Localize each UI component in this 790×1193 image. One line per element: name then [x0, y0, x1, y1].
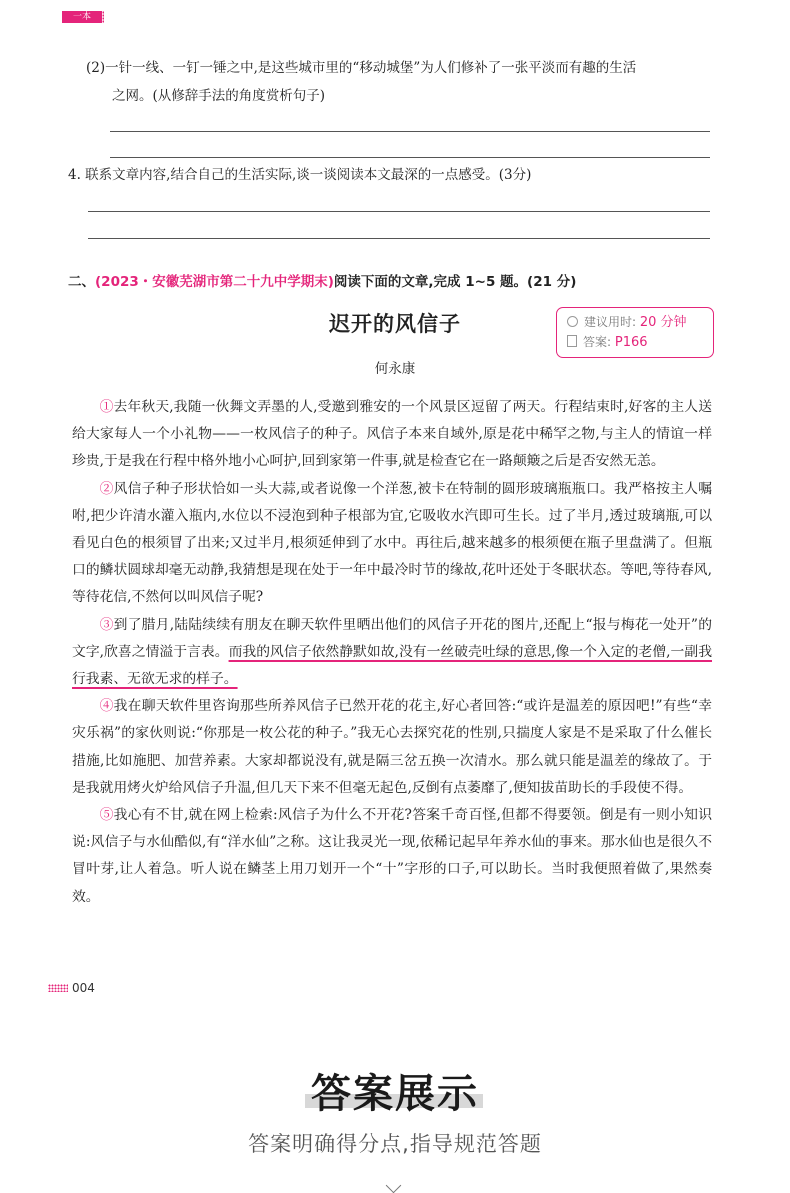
section-source: (2023・安徽芜湖市第二十九中学期末) — [95, 274, 334, 290]
showcase-subtitle: 答案明确得分点,指导规范答题 — [248, 1132, 542, 1156]
badge-dots-decoration — [96, 11, 104, 23]
underlined-sentence: 而我的风信子依然静默如故,没有一丝破壳吐绿的意思,像一个入定的老僧,一副我行我素、无欲无求的样子。 — [72, 643, 713, 688]
showcase-title: 答案展示 — [311, 1071, 479, 1117]
question-2-line-2: 之网。(从修辞手法的角度赏析句子) — [112, 88, 326, 104]
answer-line-4[interactable] — [88, 238, 710, 239]
section-heading — [68, 270, 576, 290]
article-paragraph — [72, 802, 712, 911]
paragraph-text: 我心有不甘,就在网上检索:风信子为什么不开花?答案千奇百怪,但都不得要领。倒是有一则小知识说:风信子与水仙酷似,有“洋水仙”之称。这让我灵光一现,依稀记起早年养水仙的事来。那水仙也是很久不冒叶芽,让人着急。听人说在鳞茎上用刀划开一个“十”字形的口子,可以助长。当时我便照着做了,果然奏效。 — [72, 807, 712, 905]
article-paragraph — [72, 693, 712, 802]
paragraph-text: 到了腊月,陆陆续续有朋友在聊天软件里晒出他们的风信子开花的图片,还配上“报与梅花一处开”的文字,欣喜之情溢于言表。 — [72, 616, 712, 660]
chevron-down-icon[interactable] — [386, 1178, 402, 1193]
article-author: 何永康 — [374, 361, 416, 377]
article-paragraph — [72, 612, 712, 694]
article-paragraph — [72, 394, 712, 476]
paragraph-text: 我在聊天软件里咨询那些所养风信子已然开花的花主,好心者回答:“或许是温差的原因吧!”有些“幸灾乐祸”的家伙则说:“你那是一枚公花的种子。”我无心去探究花的性别,只揣度人家是不是采取了什么催长措施,比如施肥、加营养素。大家却都说没有,就是隔三岔五换一次清水。那么就只能是温差的缘故了。于是我就用烤火炉给风信子升温,但几天下来不但毫无起色,反倒有点萎靡了,便知拔苗助长的手段使不得。 — [72, 698, 712, 796]
suggested-time-value: 20 分钟 — [639, 315, 687, 330]
article-title: 迟开的风信子 — [329, 312, 461, 336]
answer-line-1[interactable] — [110, 131, 710, 132]
paragraph-number: ③ — [99, 616, 114, 633]
paragraph-text: 去年秋天,我随一伙舞文弄墨的人,受邀到雅安的一个风景区逗留了两天。行程结束时,好客的主人送给大家每人一个小礼物——一枚风信子的种子。风信子本来自域外,原是花中稀罕之物,与主人的情谊一样珍贵,于是我在行程中格外地小心呵护,回到家第一件事,就是检查它在一路颠簸之后是否安然无恙。 — [72, 399, 713, 470]
answer-line-2[interactable] — [110, 157, 710, 158]
page-number-text: 004 — [72, 981, 95, 995]
article-paragraph — [72, 476, 712, 612]
article-body — [72, 394, 712, 911]
suggested-time-row — [567, 313, 687, 331]
info-box — [556, 307, 714, 358]
page-dots-decoration — [48, 984, 68, 992]
paragraph-text: 风信子种子形状恰如一头大蒜,或者说像一个洋葱,被卡在特制的圆形玻璃瓶瓶口。我严格按主人嘱咐,把少许清水灌入瓶内,水位以不浸泡到种子根部为宜,它吸收水汽即可生长。过了半月,透过玻璃瓶,可以看见白色的根须冒了出来;又过半月,根须延伸到了水中。再往后,越来越多的根须便在瓶子里盘满了。但瓶口的鳞状圆球却毫无动静,我猜想是现在处于一年中最冷时节的缘故,花叶还处于冬眠状态。等吧,等待春风,等待花信,不然何以叫风信子呢? — [72, 480, 713, 606]
answer-page-row — [567, 333, 648, 351]
page-number — [48, 981, 95, 995]
document-icon — [567, 335, 577, 347]
book-badge: 一本 — [62, 11, 102, 23]
section-instruction: 阅读下面的文章,完成 1~5 题。(21 分) — [333, 274, 577, 290]
question-2-line-1: (2)一针一线、一钉一锤之中,是这些城市里的“移动城堡”为人们修补了一张平淡而有趣的生活 — [86, 60, 637, 76]
paragraph-number: ② — [99, 480, 114, 497]
answer-page-value: P166 — [614, 335, 648, 350]
paragraph-number: ⑤ — [99, 807, 114, 824]
answer-page-label: 答案: — [583, 335, 612, 349]
section-prefix: 二、 — [68, 274, 95, 290]
answer-line-3[interactable] — [88, 211, 710, 212]
paragraph-number: ① — [99, 399, 114, 415]
clock-icon — [567, 316, 578, 327]
paragraph-number: ④ — [99, 698, 114, 715]
question-4: 4. 联系文章内容,结合自己的生活实际,谈一谈阅读本文最深的一点感受。(3分) — [68, 167, 532, 183]
suggested-time-label: 建议用时: — [584, 315, 637, 329]
